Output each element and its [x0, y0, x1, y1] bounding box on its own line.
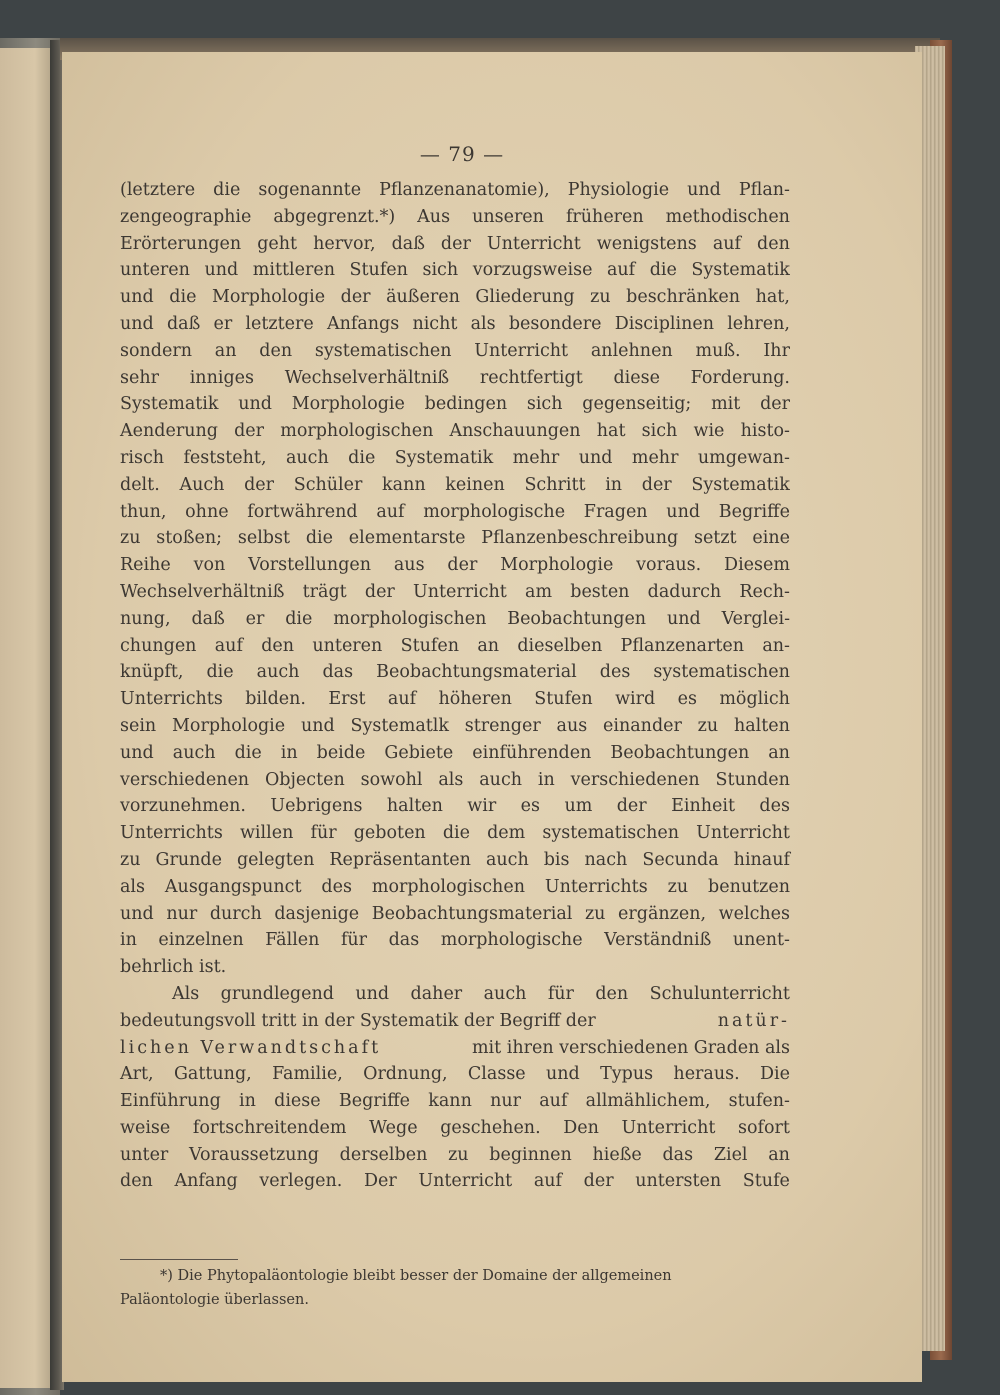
text-line: weise fortschreitendem Wege geschehen. Den Unterricht sofort	[120, 1117, 790, 1138]
text-line: sein Morphologie und Systematlk strenger aus einander zu halten	[120, 715, 790, 736]
text-line: und nur durch dasjenige Beobachtungsmaterial zu ergänzen, welches	[120, 903, 790, 924]
text-line: Unterrichts willen für geboten die dem systematischen Unterricht	[120, 823, 790, 844]
text-line: Wechselverhältniß trägt der Unterricht am besten dadurch Rech-	[120, 581, 790, 602]
book-page	[62, 52, 922, 1382]
text-line: bedeutungsvoll tritt in der Systematik der Begriff der natür-	[120, 1008, 790, 1035]
footnote	[120, 1264, 790, 1312]
text-line: chungen auf den unteren Stufen an dieselben Pflanzenarten an-	[120, 635, 790, 656]
text-line: und auch die in beide Gebiete einführenden Beobachtungen an	[120, 742, 790, 763]
text-line: zu stoßen; selbst die elementarste Pflanzenbeschreibung setzt eine	[120, 528, 790, 549]
text-line: Einführung in diese Begriffe kann nur auf allmählichem, stufen-	[120, 1091, 790, 1112]
text-line: Als grundlegend und daher auch für den Schulunterricht	[172, 983, 790, 1004]
paragraph-1	[120, 177, 790, 981]
text-line: knüpft, die auch das Beobachtungsmaterial des systematischen	[120, 662, 790, 683]
text-line: vorzunehmen. Uebrigens halten wir es um der Einheit des	[120, 796, 790, 817]
footnote-line: *) Die Phytopaläontologie bleibt besser der Domaine der allgemeinen	[160, 1268, 672, 1284]
emphasized-term: lichen Verwandtschaft	[120, 1037, 382, 1058]
text-line: behrlich ist.	[120, 957, 227, 978]
paragraph-2	[120, 981, 790, 1195]
text-line: Unterrichts bilden. Erst auf höheren Stufen wird es möglich	[120, 689, 790, 710]
footnote-line: Paläontologie überlassen.	[120, 1292, 309, 1308]
previous-page-edge	[0, 48, 50, 1388]
text-line: Erörterungen geht hervor, daß der Unterricht wenigstens auf den	[120, 233, 790, 254]
footnote-rule	[120, 1259, 238, 1260]
text-line: Reihe von Vorstellungen aus der Morphologie voraus. Diesem	[120, 555, 790, 576]
text-line: unteren und mittleren Stufen sich vorzugsweise auf die Systematik	[120, 260, 790, 281]
text-line: delt. Auch der Schüler kann keinen Schritt in der Systematik	[120, 474, 790, 495]
text-line: als Ausgangspunct des morphologischen Unterrichts zu benutzen	[120, 876, 790, 897]
text-line: zu Grunde gelegten Repräsentanten auch bis nach Secunda hinauf	[120, 849, 790, 870]
emphasized-term: natür-	[717, 1010, 790, 1031]
text-line: nung, daß er die morphologischen Beobachtungen und Verglei-	[120, 608, 790, 629]
text-line: (letztere die sogenannte Pflanzenanatomie), Physiologie und Pflan-	[120, 180, 790, 200]
text-line: sondern an den systematischen Unterricht anlehnen muß. Ihr	[120, 340, 790, 361]
text-line: unter Voraussetzung derselben zu beginnen hieße das Ziel an	[120, 1144, 790, 1165]
text-line: lichen Verwandtschaft mit ihren verschiedenen Graden als	[120, 1035, 790, 1062]
text-line: Aenderung der morphologischen Anschauungen hat sich wie histo-	[120, 421, 790, 442]
text-line: den Anfang verlegen. Der Unterricht auf der untersten Stufe	[120, 1171, 790, 1192]
page-number: — 79 —	[419, 142, 505, 166]
text-line: zengeographie abgegrenzt.*) Aus unseren früheren methodischen	[120, 206, 790, 227]
text-line: thun, ohne fortwährend auf morphologische Fragen und Begriffe	[120, 501, 790, 522]
main-text	[120, 177, 790, 1195]
text-line: in einzelnen Fällen für das morphologische Verständniß unent-	[120, 930, 790, 951]
text-line: und die Morphologie der äußeren Gliederung zu beschränken hat,	[120, 287, 790, 308]
text-line: und daß er letztere Anfangs nicht als besondere Disciplinen lehren,	[120, 313, 790, 334]
text-line: risch feststeht, auch die Systematik mehr und mehr umgewan-	[120, 447, 790, 468]
text-line: sehr inniges Wechselverhältniß rechtfertigt diese Forderung.	[120, 367, 790, 388]
text-line: verschiedenen Objecten sowohl als auch in verschiedenen Stunden	[120, 769, 790, 790]
text-line: Art, Gattung, Familie, Ordnung, Classe und Typus heraus. Die	[120, 1064, 790, 1085]
text-line: Systematik und Morphologie bedingen sich gegenseitig; mit der	[120, 394, 790, 415]
